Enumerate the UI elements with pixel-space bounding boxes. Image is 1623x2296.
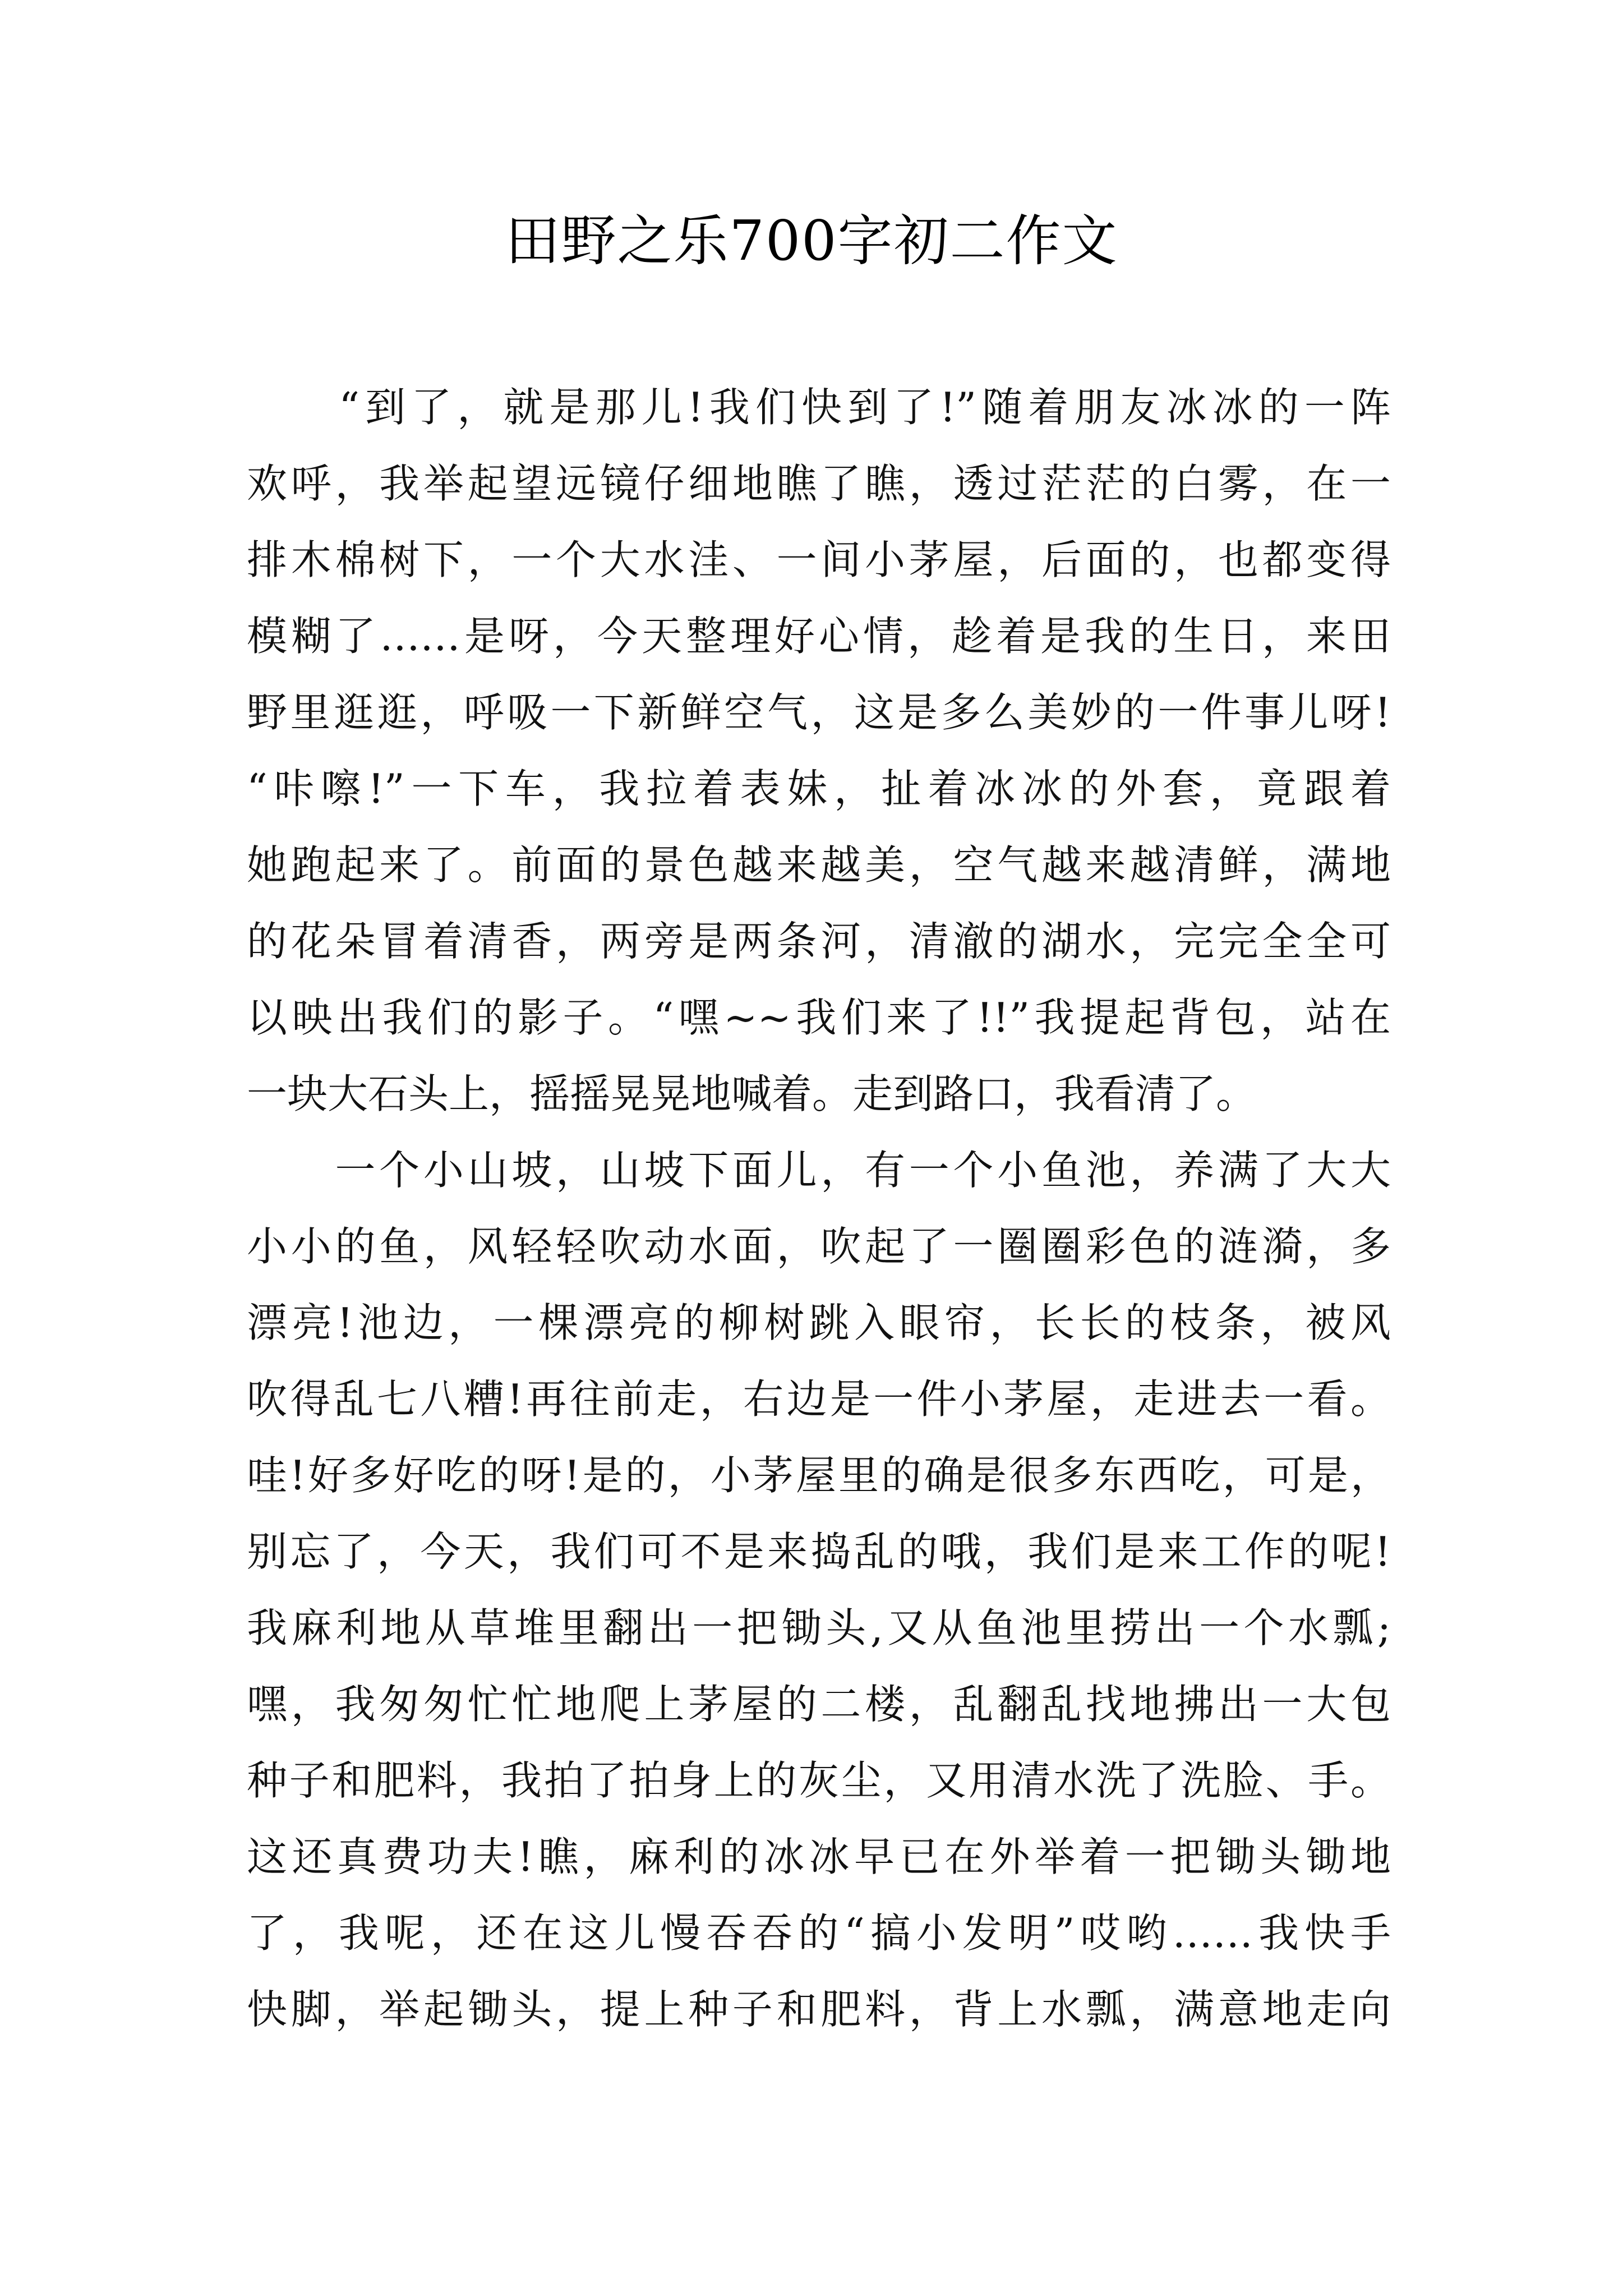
text-line: 她跑起来了。前面的景色越来越美，空气越来越清鲜，满地 [247,841,1391,889]
text-line: 快脚，举起锄头，提上种子和肥料，背上水瓢，满意地走向 [247,1986,1391,2033]
document-body [247,369,1391,2047]
text-line: 野里逛逛，呼吸一下新鲜空气，这是多么美妙的一件事儿呀! [247,689,1391,736]
text-line: 吹得乱七八糟!再往前走，右边是一件小茅屋，走进去一看。 [247,1375,1391,1423]
text-line: 我麻利地从草堆里翻出一把锄头,又从鱼池里捞出一个水瓢; [247,1604,1391,1651]
text-line: 了，我呢，还在这儿慢吞吞的“搞小发明”哎哟……我快手 [247,1910,1391,1957]
text-line: 欢呼，我举起望远镜仔细地瞧了瞧，透过茫茫的白雾，在一 [247,460,1391,507]
text-line: 种子和肥料，我拍了拍身上的灰尘，又用清水洗了洗脸、手。 [247,1757,1391,1804]
text-line: 排木棉树下，一个大水洼、一间小茅屋，后面的，也都变得 [247,536,1391,583]
text-line: 漂亮!池边，一棵漂亮的柳树跳入眼帘，长长的枝条，被风 [247,1299,1391,1346]
document-title: 田野之乐700字初二作文 [505,209,1118,273]
text-line: 一个小山坡，山坡下面儿，有一个小鱼池，养满了大大 [247,1147,1391,1194]
text-line: 一块大石头上，摇摇晃晃地喊着。走到路口，我看清了。 [247,1070,1257,1117]
text-line: 哇!好多好吃的呀!是的，小茅屋里的确是很多东西吃，可是， [247,1452,1391,1499]
text-line: 别忘了，今天，我们可不是来捣乱的哦，我们是来工作的呢! [247,1528,1391,1575]
text-line: “到了，就是那儿!我们快到了!”随着朋友冰冰的一阵 [247,384,1391,431]
text-line: 模糊了……是呀，今天整理好心情，趁着是我的生日，来田 [247,613,1391,660]
text-line: 嘿，我匆匆忙忙地爬上茅屋的二楼，乱翻乱找地拂出一大包 [247,1681,1391,1728]
text-line: 以映出我们的影子。“嘿~~我们来了!!”我提起背包，站在 [247,994,1391,1041]
text-line: 小小的鱼，风轻轻吹动水面，吹起了一圈圈彩色的涟漪，多 [247,1223,1391,1270]
text-line: 的花朵冒着清香，两旁是两条河，清澈的湖水，完完全全可 [247,918,1391,965]
text-line: 这还真费功夫!瞧，麻利的冰冰早已在外举着一把锄头锄地 [247,1833,1391,1880]
text-line: “咔嚓!”一下车，我拉着表妹，扯着冰冰的外套，竟跟着 [247,765,1391,812]
